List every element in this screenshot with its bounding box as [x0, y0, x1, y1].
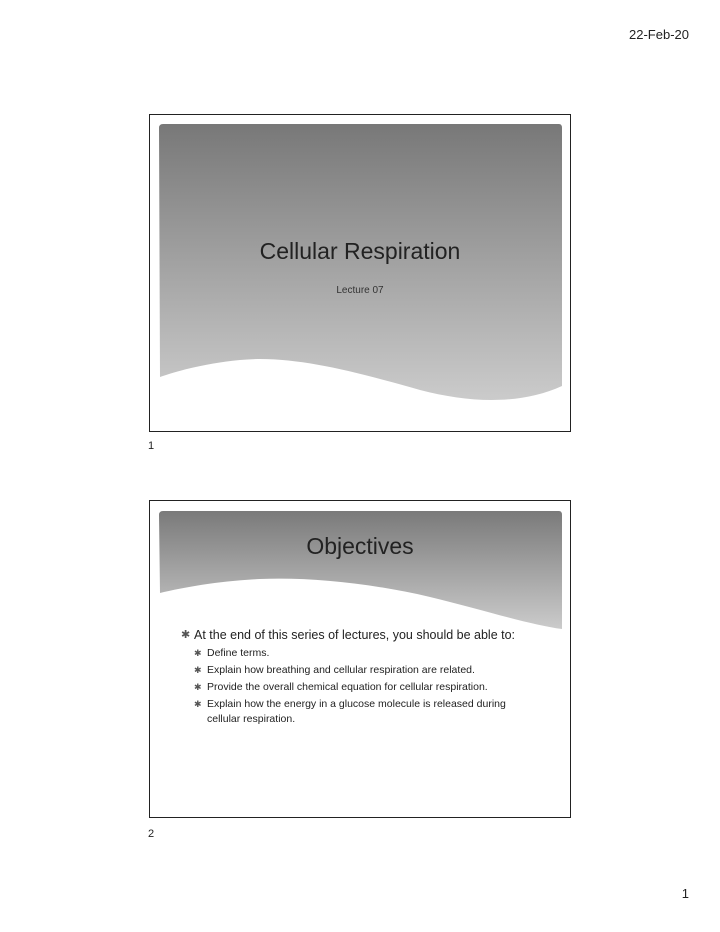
sub-bullet-text: Explain how the energy in a glucose molecule is released during cellular respiration. [207, 698, 506, 725]
sub-bullet-item [194, 697, 521, 727]
bullet-asterisk-icon: ✱ [194, 699, 202, 709]
bullet-asterisk-icon: ✱ [194, 682, 202, 692]
sub-bullet-text: Explain how breathing and cellular respiration are related. [207, 664, 475, 676]
slide-2-title: Objectives [306, 533, 414, 559]
slide-1 [149, 114, 571, 432]
bullet-text: At the end of this series of lectures, you should be able to: [194, 628, 516, 642]
bullet-asterisk-icon: ✱ [181, 629, 191, 641]
bullet-item [181, 627, 521, 644]
page-number: 1 [681, 886, 689, 901]
slide-1-number: 1 [148, 440, 155, 452]
slide-1-title: Cellular Respiration [259, 238, 461, 264]
header-date: 22-Feb-20 [629, 27, 689, 42]
slide-2-number: 2 [148, 828, 155, 840]
slide-2 [149, 500, 571, 818]
bullet-asterisk-icon: ✱ [194, 665, 202, 675]
sub-bullet-item [194, 680, 521, 695]
sub-bullet-text: Define terms. [207, 647, 270, 659]
sub-bullet-item [194, 663, 521, 678]
sub-bullet-item [194, 646, 521, 661]
slide-1-subtitle: Lecture 07 [336, 285, 384, 296]
sub-bullet-list [181, 646, 521, 727]
bullet-asterisk-icon: ✱ [194, 648, 202, 658]
slide-1-background [150, 115, 570, 431]
objectives-list [181, 627, 521, 727]
sub-bullet-text: Provide the overall chemical equation for cellular respiration. [207, 681, 488, 693]
